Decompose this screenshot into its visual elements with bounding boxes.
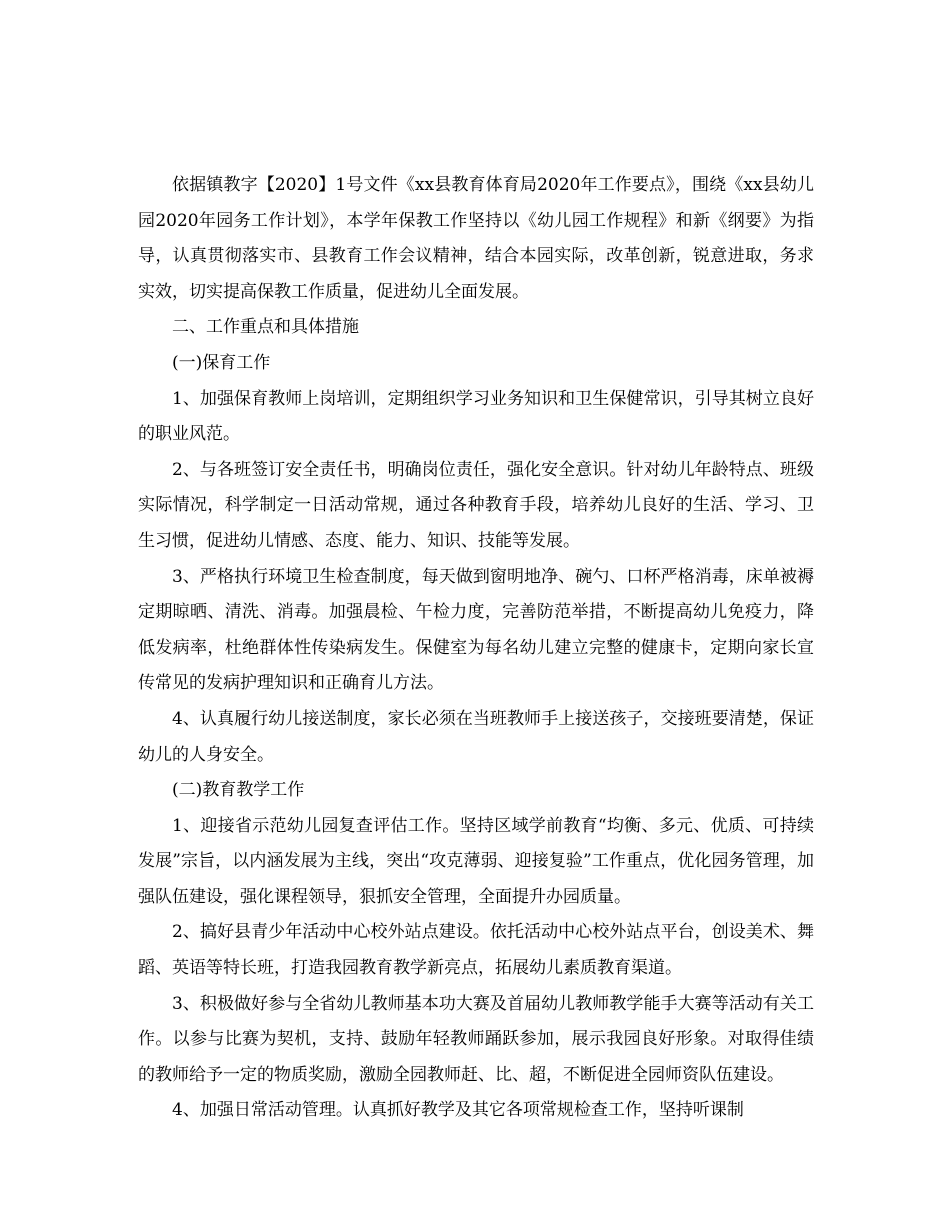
care-item-4: 4、认真履行幼儿接送制度，家长必须在当班教师手上接送孩子，交接班要清楚，保证幼儿的人身安全。 bbox=[138, 708, 814, 765]
teaching-item-2: 2、搞好县青少年活动中心校外站点建设。依托活动中心校外站点平台，创设美术、舞蹈、英语等特长班，打造我园教育教学新亮点，拓展幼儿素质教育渠道。 bbox=[138, 922, 814, 979]
teaching-item-4: 4、加强日常活动管理。认真抓好教学及其它各项常规检查工作，坚持听课制 bbox=[172, 1100, 744, 1121]
section-heading-work-focus: 二、工作重点和具体措施 bbox=[172, 317, 359, 338]
subsection-heading-care-work: (一)保育工作 bbox=[172, 352, 271, 373]
teaching-item-3: 3、积极做好参与全省幼儿教师基本功大赛及首届幼儿教师教学能手大赛等活动有关工作。以参与比赛为契机，支持、鼓励年轻教师踊跃参加，展示我园良好形象。对取得佳绩的教师给予一定的物质奖励，激励全园教师赶、比、超，不断促进全园师资队伍建设。 bbox=[138, 993, 814, 1085]
care-item-2: 2、与各班签订安全责任书，明确岗位责任，强化安全意识。针对幼儿年龄特点、班级实际情况，科学制定一日活动常规，通过各种教育手段，培养幼儿良好的生活、学习、卫生习惯，促进幼儿情感、态度、能力、知识、技能等发展。 bbox=[138, 459, 814, 551]
care-item-1: 1、加强保育教师上岗培训，定期组织学习业务知识和卫生保健常识，引导其树立良好的职业风范。 bbox=[138, 388, 814, 445]
document-body bbox=[138, 168, 814, 1129]
teaching-item-1: 1、迎接省示范幼儿园复查评估工作。坚持区域学前教育“均衡、多元、优质、可持续发展”宗旨，以内涵发展为主线，突出“攻克薄弱、迎接复验”工作重点，优化园务管理，加强队伍建设，强化课程领导，狠抓安全管理，全面提升办园质量。 bbox=[138, 815, 814, 907]
subsection-heading-teaching-work: (二)教育教学工作 bbox=[172, 780, 305, 801]
intro-paragraph: 依据镇教字【2020】1号文件《xx县教育体育局2020年工作要点》，围绕《xx县幼儿园2020年园务工作计划》，本学年保教工作坚持以《幼儿园工作规程》和新《纲要》为指导，认真贯彻落实市、县教育工作会议精神，结合本园实际，改革创新，锐意进取，务求实效，切实提高保教工作质量，促进幼儿全面发展。 bbox=[138, 175, 814, 302]
care-item-3: 3、严格执行环境卫生检查制度，每天做到窗明地净、碗勺、口杯严格消毒，床单被褥定期晾晒、清洗、消毒。加强晨检、午检力度，完善防范举措，不断提高幼儿免疫力，降低发病率，杜绝群体性传染病发生。保健室为每名幼儿建立完整的健康卡，定期向家长宣传常见的发病护理知识和正确育儿方法。 bbox=[138, 566, 814, 694]
